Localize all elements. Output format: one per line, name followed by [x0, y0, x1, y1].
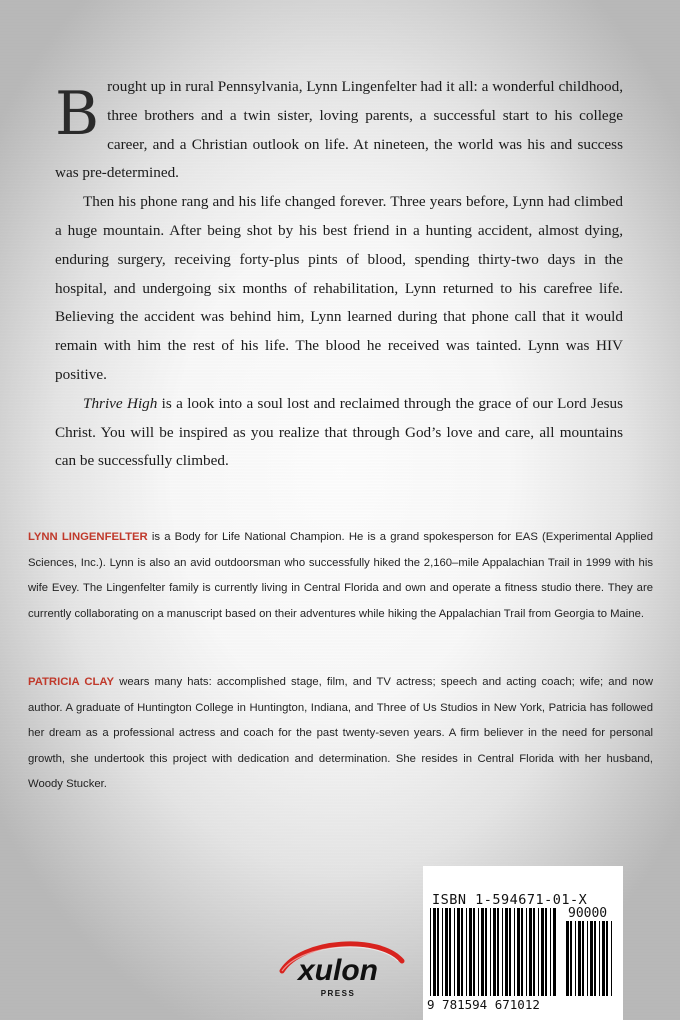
barcode-bar [538, 908, 539, 996]
description-paragraph-3-text: is a look into a soul lost and reclaimed through the grace of our Lord Jesus Christ. You will be inspired as you realize that through God’s love and care, all mountains can be successfully climbed. [55, 394, 623, 470]
barcode-bar [566, 921, 569, 996]
barcode-bar [481, 908, 484, 996]
barcode-bar [457, 908, 460, 996]
barcode-bar [606, 921, 608, 996]
author-bio-patricia [28, 670, 653, 798]
barcode-bar [493, 908, 496, 996]
barcode-bar [461, 908, 463, 996]
barcode-bar [590, 921, 593, 996]
isbn-label: ISBN 1-594671-01-X [432, 892, 588, 908]
barcode-bar [521, 908, 523, 996]
barcode-price-code: 90000 [568, 906, 608, 921]
barcode-bar [478, 908, 479, 996]
description-paragraph-2: Then his phone rang and his life changed forever. Three years before, Lynn had climbed a huge mountain. After being shot by his best friend in a hunting accident, almost dying, enduring surgery, receiving forty-plus pints of blood, spending thirty-two days in the hospital, and undergoing six months of rehabilitation, Lynn returned to his carefree life. Believing the accident was behind him, Lynn learned during that phone call that it would remain with him the rest of his life. The blood he received was tainted. Lynn was HIV positive. [55, 193, 623, 383]
description-paragraph-1-text: rought up in rural Pennsylvania, Lynn Lingenfelter had it all: a wonderful childhood, three brothers and a twin sister, loving parents, a successful start to his college career, and a Christian outlook on life. At nineteen, the world was his and success was pre-determined. [55, 78, 623, 182]
barcode-bar [599, 921, 600, 996]
barcode-bar [517, 908, 520, 996]
author-bio-patricia-text: wears many hats: accomplished stage, film, and TV actress; speech and acting coach; wife; and now author. A graduate of Huntington College in Huntington, Indiana, and Three of Us Studios in New York, Patricia has followed her dream as a professional actress and coach for the past twenty-seven years. A firm believer in the need for personal growth, she undertook this project with dedication and determination. She resides in Central Florida with her husband, Woody Stucker. [28, 676, 653, 790]
barcode-bar [541, 908, 544, 996]
barcode-bar [442, 908, 443, 996]
barcode-bar [445, 908, 448, 996]
barcode-bar [550, 908, 551, 996]
book-title-italic: Thrive High [83, 394, 158, 412]
barcode-bar [594, 921, 596, 996]
author-name-lynn: LYNN LINGENFELTER [28, 531, 148, 543]
barcode-bar [611, 921, 612, 996]
author-name-patricia: PATRICIA CLAY [28, 676, 115, 688]
description-paragraph-3 [55, 390, 623, 476]
barcode-bar [469, 908, 472, 996]
isbn-barcode-bars [430, 908, 558, 996]
barcode-bar [454, 908, 455, 996]
barcode-bar [449, 908, 451, 996]
barcode-bar [578, 921, 581, 996]
barcode-bar [514, 908, 515, 996]
barcode-bar [526, 908, 527, 996]
barcode-bar [570, 921, 572, 996]
barcode-bar [485, 908, 487, 996]
barcode-digits: 9 781594 671012 [427, 997, 540, 1012]
drop-cap-letter: B [55, 79, 100, 149]
barcode-bar [437, 908, 439, 996]
barcode-bar [545, 908, 547, 996]
price-barcode-bars [566, 921, 616, 996]
barcode-bar [529, 908, 532, 996]
barcode-bar [497, 908, 499, 996]
barcode-bar [473, 908, 475, 996]
barcode-bar [430, 908, 431, 996]
barcode-bar [502, 908, 503, 996]
description-paragraph-1 [55, 73, 623, 188]
barcode-bar [587, 921, 588, 996]
barcode-bar [509, 908, 511, 996]
barcode-bar [575, 921, 576, 996]
barcode-bar [602, 921, 605, 996]
xulon-press-logo [268, 935, 408, 1003]
barcode-bar [466, 908, 467, 996]
author-bio-lynn [28, 525, 653, 627]
logo-press-subtitle: PRESS [320, 989, 356, 998]
back-cover-description [55, 73, 623, 476]
barcode-bar [505, 908, 508, 996]
barcode-bar [433, 908, 436, 996]
barcode-bar [490, 908, 491, 996]
logo-wordmark: xulon [298, 954, 378, 987]
barcode-bar [553, 908, 556, 996]
barcode-bar [533, 908, 535, 996]
barcode-bar [582, 921, 584, 996]
author-bio-lynn-text: is a Body for Life National Champion. He is a grand spokesperson for EAS (Experimental Applied Sciences, Inc.). Lynn is also an avid outdoorsman who successfully hiked the 2,160–mile Appalachian Trail in 1999 with his wife Evey. The Lingenfelter family is currently living in Central Florida and own and operate a fitness studio there. They are currently collaborating on a manuscript based on their adventures while hiking the Appalachian Trail from Georgia to Maine. [28, 531, 653, 620]
